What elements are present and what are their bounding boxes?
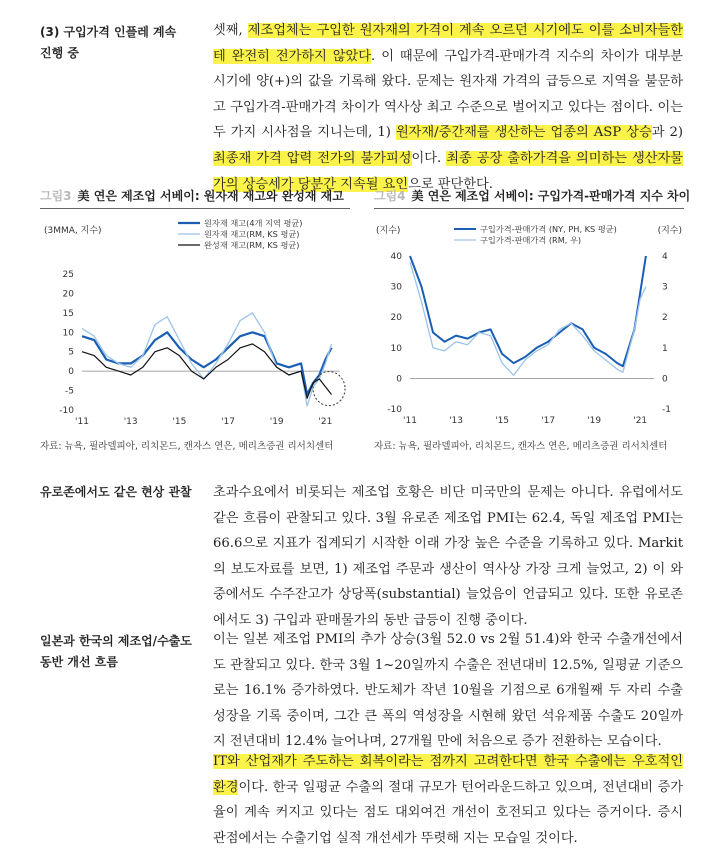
figure3-source: 자료: 뉴욕, 필라델피아, 리치몬드, 캔자스 연은, 메리츠증권 리서치센터 (40, 441, 334, 452)
section2-heading-line: 유로존에서도 같은 현상 관찰 (40, 485, 192, 499)
y-axis-label-right: (지수) (657, 226, 682, 236)
figure3-chart (40, 208, 360, 434)
section1-heading (40, 22, 200, 64)
y-tick-label: 20 (390, 313, 402, 324)
figure4-source: 자료: 뉴욕, 필라델피아, 리치몬드, 캔자스 연은, 메리츠증권 리서치센터 (374, 441, 668, 452)
x-tick-label: '17 (221, 417, 236, 427)
legend-label: 구입가격-판매가격 (NY, PH, KS 평균) (480, 224, 617, 234)
series-line-2 (82, 313, 332, 406)
figure4-chart (374, 208, 684, 434)
x-tick-label: '17 (541, 416, 556, 426)
legend-label: 완성재 재고(RM, KS 평균) (204, 240, 300, 250)
section2-paragraph: 초과수요에서 비롯되는 제조업 호황은 비단 미국만의 문제는 아니다. 유럽에서도 같은 흐름이 관찰되고 있다. 3월 유로존 제조업 PMI는 62.4, 독일 제조업 PMI는 66.6으로 지표가 집계되기 시작한 이래 가장 높은 수준을 기록하고 있다. Markit의 보도자료를 보면, 1) 제조업 주문과 생산이 역사상 가장 크게 늘었고, 2) 이 와중에서도 수주잔고가 상당폭(substantial) 늘었음이 언급되고 있다. 또한 유로존에서도 3) 구입과 판매물가의 동반 급등이 진행 중이다. (213, 485, 683, 628)
y-tick-label: 5 (68, 347, 74, 358)
section1-heading-line: (3) 구입가격 인플레 계속 (40, 25, 177, 39)
x-tick-label: '15 (172, 417, 187, 427)
y-tick-label: 20 (62, 289, 74, 300)
section3-heading (40, 631, 200, 673)
y-axis-label: (3MMA, 지수) (44, 226, 102, 236)
annotation-circle (313, 372, 345, 406)
y-tick-label-right: -1 (662, 405, 671, 415)
x-tick-label: '21 (318, 417, 333, 427)
x-tick-label: '11 (75, 417, 89, 427)
section3-heading-line: 일본과 한국의 제조업/수출도 (40, 634, 192, 648)
x-tick-label: '15 (495, 416, 510, 426)
paragraph-text: . 이 때문에 구입가격-판매가격 지수의 차이가 대부분 시기에 양(+)의 값을 기록해 왔다. 문제는 원자재 가격의 급등으로 지역을 불문하고 구입가격-판매가격 차이가 역사상 최고 수준으로 벌어지고 있다는 점이다. 이는 두 가지 시사점을 지니는데, 1) (213, 48, 683, 141)
section3-heading-line: 동반 개선 흐름 (40, 655, 118, 669)
paragraph-text: 셋째, (213, 23, 248, 38)
x-tick-label: '13 (123, 417, 138, 427)
y-tick-label: -5 (65, 386, 74, 397)
x-tick-label: '19 (587, 416, 602, 426)
legend-label: 원자재 재고(RM, KS 평균) (204, 229, 300, 239)
y-tick-label-right: 0 (662, 374, 668, 385)
y-tick-label-right: 4 (662, 252, 668, 262)
section1-heading-line: 진행 중 (40, 46, 79, 60)
highlighted-text: 원자재/중간재를 생산하는 업종의 ASP 상승 (395, 125, 652, 141)
y-tick-label: 0 (396, 374, 402, 385)
y-tick-label-right: 1 (662, 343, 668, 354)
y-tick-label: 10 (62, 328, 74, 339)
y-axis-label-left: (지수) (376, 226, 401, 236)
y-tick-label: 0 (68, 367, 74, 378)
paragraph-text: 이다. 한국 일평균 수출의 절대 규모가 턴어라운드하고 있으며, 전년대비 증가율이 계속 커지고 있다는 점도 대외여건 개선이 호전되고 있다는 증거이다. 증시 관점에서는 수출기업 실적 개선세가 뚜렷해 지는 모습일 것이다. (213, 779, 683, 846)
y-tick-label: -10 (387, 405, 402, 415)
highlighted-text: IT와 산업재가 주도하는 회복이라는 점까지 고려한다면 한국 수출에는 우호적인 환경 (213, 754, 683, 795)
x-tick-label: '11 (403, 416, 417, 426)
figure3-title-text: 美 연은 제조업 서베이: 원자재 재고와 완성재 재고 (77, 189, 344, 203)
highlighted-text: 최종재 가격 압력 전가의 불가피성 (213, 150, 412, 166)
legend-label: 원자재 재고(4개 지역 평균) (204, 218, 303, 228)
section4-paragraph (213, 749, 683, 851)
figure3-number: 그림3 (40, 189, 72, 203)
y-tick-label: 30 (390, 282, 402, 293)
figure3-title (40, 187, 344, 204)
y-tick-label: 40 (390, 252, 402, 262)
section1-paragraph (213, 18, 683, 197)
legend-label: 구입가격-판매가격 (RM, 우) (480, 235, 582, 245)
y-tick-label-right: 3 (662, 282, 668, 293)
y-tick-label: 15 (62, 308, 74, 319)
y-tick-label: -10 (59, 406, 74, 416)
paragraph-text: 이다. (411, 150, 447, 166)
x-tick-label: '19 (269, 417, 284, 427)
y-tick-label: 25 (62, 270, 74, 280)
figure4-title-text: 美 연은 제조업 서베이: 구입가격-판매가격 지수 차이 (411, 189, 691, 203)
paragraph-text: 과 2) (651, 125, 683, 141)
x-tick-label: '21 (633, 416, 648, 426)
figure4-number: 그림4 (374, 189, 406, 203)
section2-heading (40, 482, 200, 503)
paragraph-text: 으로 판단한다. (408, 176, 493, 192)
highlighted-text: 최종 공장 출하가격을 의미하는 생산자물가의 상승세가 당분간 지속될 요인 (213, 150, 683, 192)
section3-paragraph: 이는 일본 제조업 PMI의 추가 상승(3월 52.0 vs 2월 51.4)와 한국 수출개선에서도 관찰되고 있다. 한국 3월 1~20일까지 수출은 전년대비 12.5%, 일평균 기준으로는 16.1% 증가하였다. 반도체가 작년 10월을 기점으로 6개월째 두 자리 수출 성장을 기록 중이며, 그간 큰 폭의 역성장을 시현해 왔던 석유제품 수출도 20일까지 전년대비 12.4% 늘어나며, 27개월 만에 처음으로 증가 전환하는 모습이다. (213, 632, 683, 750)
x-tick-label: '13 (449, 416, 464, 426)
figure4-title (374, 187, 690, 204)
y-tick-label-right: 2 (662, 313, 668, 324)
highlighted-text: 제조업체는 구입한 원자재의 가격이 계속 오르던 시기에도 이를 소비자들한테 완전히 전가하지 않았다 (213, 23, 683, 64)
y-tick-label: 10 (390, 343, 402, 354)
